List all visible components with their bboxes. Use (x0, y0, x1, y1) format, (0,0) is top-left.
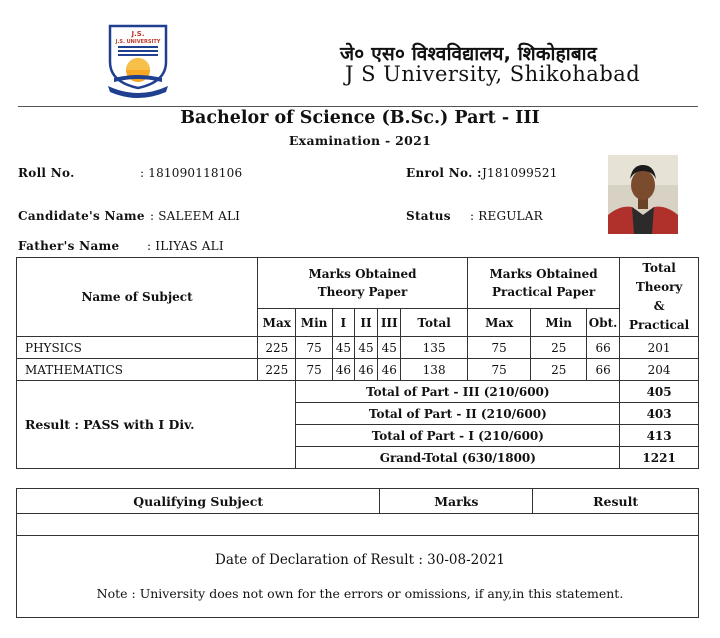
col-i: I (332, 309, 354, 337)
col-total: Total (401, 309, 468, 337)
theory-max: 225 (258, 337, 296, 359)
declaration-box (16, 536, 699, 618)
course-title: Bachelor of Science (B.Sc.) Part - III (180, 108, 540, 128)
svg-text:J.S.: J.S. (131, 30, 145, 38)
subject-grand-total: 204 (620, 359, 699, 381)
paper-iii: 45 (378, 337, 401, 359)
summary-value: 405 (620, 381, 699, 403)
university-name-hindi: जे० एस० विश्वविद्यालय, शिकोहाबाद (340, 43, 598, 65)
disclaimer-note: Note : University does not own for the errors or omissions, if any,in this statement. (96, 586, 624, 601)
subject-name: MATHEMATICS (17, 359, 258, 381)
enrol-value: J181099521 (482, 166, 558, 180)
qualifying-marks-header: Marks (380, 489, 533, 514)
marks-table (16, 257, 699, 469)
col-iii: III (378, 309, 401, 337)
practical-obtained: 66 (586, 337, 619, 359)
student-photo (608, 155, 678, 234)
enrol-label: Enrol No. : (406, 166, 482, 180)
theory-min: 75 (296, 359, 332, 381)
summary-label: Total of Part - I (210/600) (296, 425, 620, 447)
candidate-name-value: : SALEEM ALI (150, 209, 241, 223)
table-row (17, 359, 699, 381)
summary-label: Total of Part - II (210/600) (296, 403, 620, 425)
roll-value: : 181090118106 (140, 166, 243, 180)
summary-value: 1221 (620, 447, 699, 469)
col-practical-max: Max (467, 309, 531, 337)
col-practical-min: Min (531, 309, 586, 337)
subject-name: PHYSICS (17, 337, 258, 359)
paper-i: 46 (332, 359, 354, 381)
status-label: Status (406, 209, 451, 223)
table-row (17, 514, 699, 536)
col-obtained: Obt. (586, 309, 619, 337)
theory-max: 225 (258, 359, 296, 381)
declaration-date: Date of Declaration of Result : 30-08-2021 (215, 552, 505, 568)
practical-min: 25 (531, 337, 586, 359)
practical-max: 75 (467, 337, 531, 359)
paper-i: 45 (332, 337, 354, 359)
university-name-english: J S University, Shikohabad (345, 62, 641, 86)
candidate-name-label: Candidate's Name (18, 209, 145, 223)
total-header: Total Theory & Practical (620, 258, 699, 337)
table-row (17, 337, 699, 359)
summary-label: Total of Part - III (210/600) (296, 381, 620, 403)
qualifying-result-header: Result (533, 489, 699, 514)
father-name-label: Father's Name (18, 239, 120, 253)
practical-obtained: 66 (586, 359, 619, 381)
paper-ii: 45 (354, 337, 377, 359)
theory-header: Marks Obtained Theory Paper (258, 258, 468, 309)
summary-value: 403 (620, 403, 699, 425)
result-status: Result : PASS with I Div. (17, 381, 296, 469)
theory-total: 135 (401, 337, 468, 359)
col-max: Max (258, 309, 296, 337)
exam-year: Examination - 2021 (288, 133, 432, 148)
paper-ii: 46 (354, 359, 377, 381)
practical-min: 25 (531, 359, 586, 381)
col-min: Min (296, 309, 332, 337)
theory-total: 138 (401, 359, 468, 381)
summary-label: Grand-Total (630/1800) (296, 447, 620, 469)
father-name-value: : ILIYAS ALI (147, 239, 224, 253)
roll-label: Roll No. (18, 166, 75, 180)
subject-grand-total: 201 (620, 337, 699, 359)
practical-header: Marks Obtained Practical Paper (467, 258, 619, 309)
qualifying-table (16, 488, 699, 536)
summary-value: 413 (620, 425, 699, 447)
status-value: : REGULAR (470, 209, 543, 223)
qualifying-subject-header: Qualifying Subject (17, 489, 380, 514)
practical-max: 75 (467, 359, 531, 381)
university-logo (104, 22, 172, 104)
header-divider (18, 106, 698, 107)
theory-min: 75 (296, 337, 332, 359)
col-ii: II (354, 309, 377, 337)
paper-iii: 46 (378, 359, 401, 381)
logo-text: J.S. UNIVERSITY (115, 39, 161, 45)
subject-header: Name of Subject (17, 258, 258, 337)
